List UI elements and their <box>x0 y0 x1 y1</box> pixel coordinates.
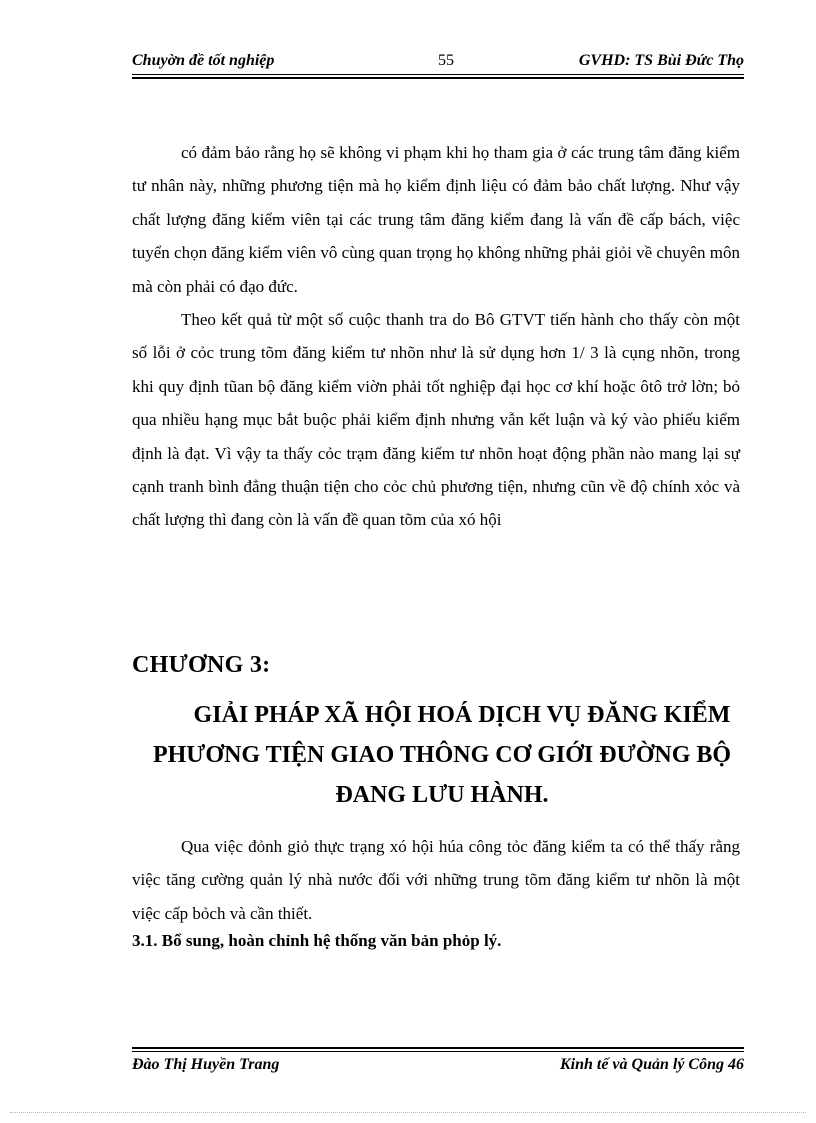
chapter-title <box>132 695 752 815</box>
chapter-title-line: ĐANG LƯU HÀNH. <box>335 782 549 808</box>
page-bottom-dotted-rule <box>10 1112 806 1113</box>
header-supervisor: GVHD: TS Bùi Đức Thọ <box>578 52 744 69</box>
chapter-number: CHƯƠNG 3: <box>132 652 271 678</box>
footer-department: Kinh tế và Quản lý Công 46 <box>559 1056 744 1073</box>
footer-rule <box>132 1047 744 1052</box>
page-footer <box>132 1047 744 1077</box>
paragraph: Qua việc đỏnh giỏ thực trạng xó hội húa công tỏc đăng kiểm ta có thể thấy rằng việc tăng cường quản lý nhà nước đối với những trung tõm đăng kiểm tư nhõn là một việc cấp bỏch và cần thiết. <box>132 837 740 923</box>
body-text-top <box>132 136 740 537</box>
header-rule <box>132 74 744 79</box>
header-document-title: Chuyờn đề tốt nghiệp <box>132 52 275 69</box>
page-header <box>132 50 744 76</box>
footer-author: Đào Thị Huyền Trang <box>132 1056 280 1073</box>
chapter-title-line: GIẢI PHÁP XÃ HỘI HOÁ DỊCH VỤ ĐĂNG KIỂM <box>193 702 731 728</box>
section-heading: 3.1. Bổ sung, hoàn chỉnh hệ thống văn bản phỏp lý. <box>132 931 502 950</box>
paragraph: Theo kết quả từ một số cuộc thanh tra do Bô GTVT tiến hành cho thấy còn một số lỗi ở cỏc trung tõm đăng kiểm tư nhõn như là sử dụng hơn 1/ 3 là cụng nhõn, trong khi quy định tũan bộ đăng kiểm viờn phải tốt nghiệp đại học cơ khí hoặc ôtô trở lờn; bỏ qua nhiều hạng mục bắt buộc phải kiểm định nhưng vẫn kết luận và ký vào phiếu kiểm định là đạt. Vì vậy ta thấy cỏc trạm đăng kiểm tư nhõn hoạt động phần nào mang lại sự cạnh tranh bình đẳng thuận tiện cho cỏc chủ phương tiện, nhưng cũn về độ chính xỏc và chất lượng thì đang còn là vấn đề quan tõm của xó hội <box>132 310 740 530</box>
body-text-bottom <box>132 830 740 930</box>
chapter-title-line: PHƯƠNG TIỆN GIAO THÔNG CƠ GIỚI ĐƯỜNG BỘ <box>152 742 732 768</box>
page-number: 55 <box>438 52 454 69</box>
paragraph: có đảm bảo rằng họ sẽ không vi phạm khi họ tham gia ở các trung tâm đăng kiểm tư nhân này, những phương tiện mà họ kiểm định liệu có đảm bảo chất lượng. Như vậy chất lượng đăng kiểm viên tại các trung tâm đăng kiểm đang là vấn đề cấp bách, việc tuyển chọn đăng kiểm viên vô cùng quan trọng họ không những phải giỏi về chuyên môn mà còn phải có đạo đức. <box>132 143 740 296</box>
